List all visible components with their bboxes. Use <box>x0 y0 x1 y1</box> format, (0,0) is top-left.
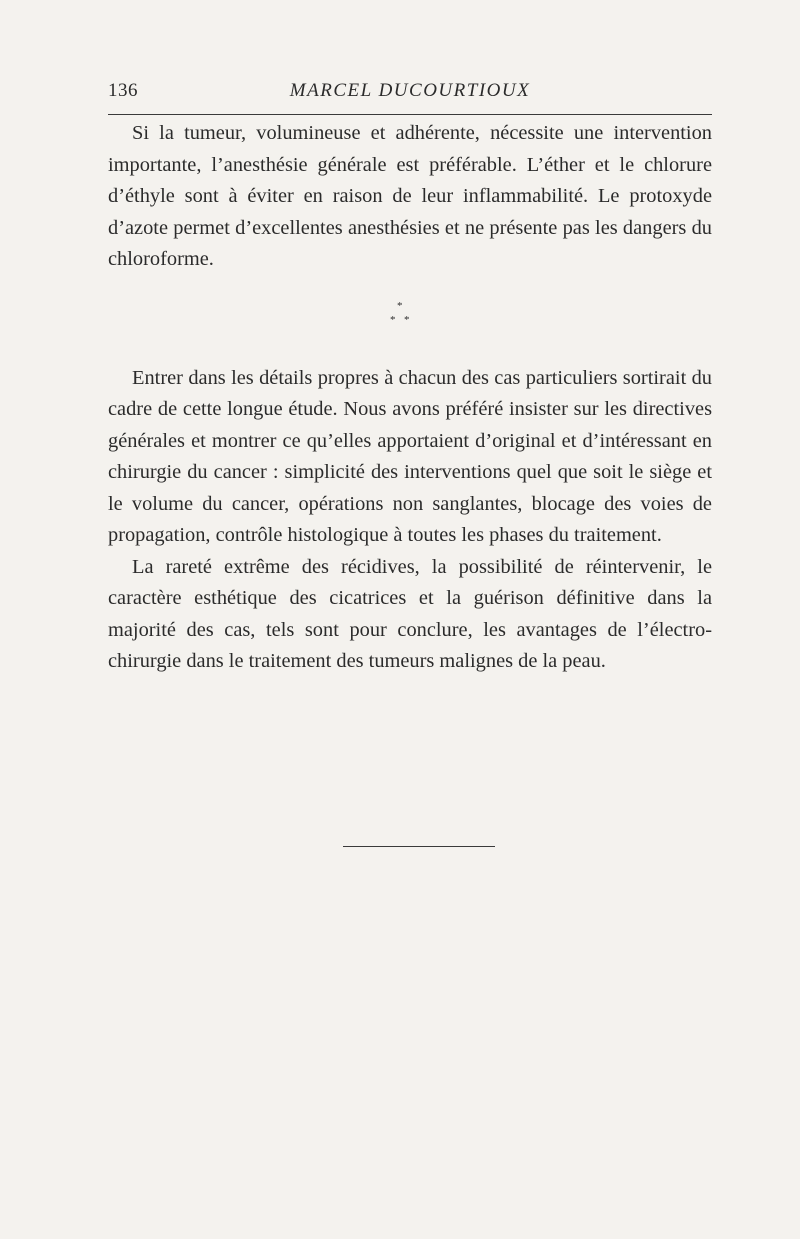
page-number: 136 <box>108 80 138 101</box>
header-rule <box>108 114 712 115</box>
asterism-star-right: * <box>404 313 410 326</box>
end-rule <box>343 846 495 847</box>
paragraph-directives: Entrer dans les détails propres à chacun des cas particuliers sortirait du cadre de cette longue étude. Nous avons préféré insister sur les directives générales et montrer ce qu’elles apportaient d’original et d’intéressant en chirurgie du cancer : simplicité des interventions quel que soit le siège et le volume du cancer, opérations non sanglantes, blocage des voies de propagation, contrôle histologique à toutes les phases du traitement. <box>108 366 712 546</box>
asterism-star-top: * <box>397 299 403 312</box>
running-head <box>108 76 712 108</box>
paragraph-anesthesia: Si la tumeur, volumineuse et adhérente, nécessite une intervention importante, l’anesthésie générale est préférable. L’éther et le chlorure d’éthyle sont à éviter en raison de leur inflammabilité. Le protoxyde d’azote permet d’excellentes anesthésies et ne présente pas les dangers du chloroforme. <box>108 122 712 270</box>
section-asterism <box>108 276 712 363</box>
body-text <box>108 118 712 678</box>
paragraph-conclusion: La rareté extrême des récidives, la possibilité de réintervenir, le caractère esthétique des cicatrices et la guérison définitive dans la majorité des cas, tels sont pour conclure, les avantages de l’électrochirurgie dans le traitement des tumeurs malignes de la peau. <box>108 555 712 672</box>
running-title: MARCEL DUCOURTIOUX <box>289 80 531 101</box>
asterism-star-left: * <box>390 313 396 326</box>
